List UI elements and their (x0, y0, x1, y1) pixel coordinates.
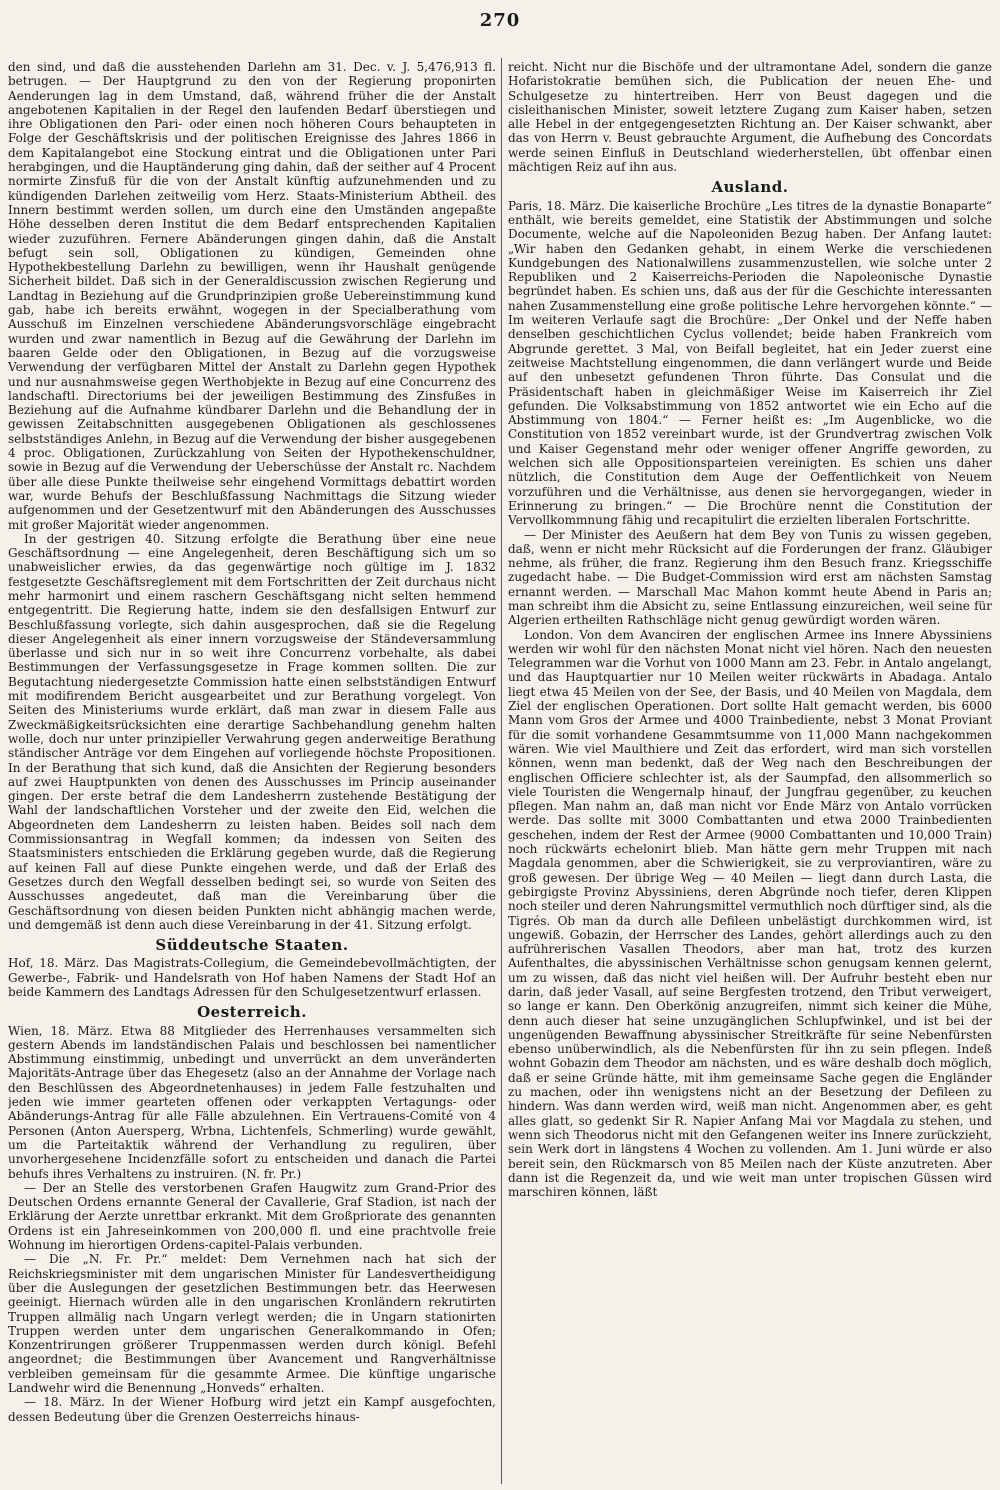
section-heading-oesterreich: Oesterreich. (197, 1003, 307, 1022)
page-number: 270 (479, 10, 521, 31)
article-paragraph: reicht. Nicht nur die Bischöfe und der ultramontane Adel, sondern die ganze Hofaristokratie bemühen sich, die Publication der neuen Ehe- und Schulgesetze zu hintertreiben. Herr von Beust dagegen und die cisleithanischen Minister, soweit letztere Zugang zum Kaiser haben, setzen alle Hebel in der entgegengesetzten Richtung an. Der Kaiser schwankt, aber das von Herrn v. Beust gebrauchte Argument, die Aufhebung des Concordats werde seinen Einfluß in Deutschland wiederherstellen, übt offenbar einen mächtigen Reiz auf ihn aus. (508, 60, 992, 175)
column-divider (501, 58, 502, 1484)
article-paragraph: Wien, 18. März. Etwa 88 Mitglieder des Herrenhauses versammelten sich gestern Abends im landständischen Palais und beschlossen bei namentlicher Abstimmung einstimmig, unbedingt und unverrückt an dem unveränderten Majoritäts-Antrage über das Ehegesetz (also an der Annahme der Vorlage nach den Beschlüssen des Abgeordnetenhauses) in jedem Falle festzuhalten und jeden wie immer gearteten offenen oder verkappten Vertagungs- oder Abänderungs-Antrag für alle Fälle abzulehnen. Ein Vertrauens-Comité von 4 Personen (Anton Auersperg, Wrbna, Lichtenfels, Schmerling) wurde gewählt, um die Parteitaktik während der Verhandlung zu reguliren, über unvorhergesehene Incidenzfälle sofort zu entscheiden und danach die Partei behufs ihres Verhaltens zu instruiren. (N. fr. Pr.) (8, 1023, 496, 1181)
left-column (8, 60, 496, 1480)
article-paragraph: — Der Minister des Aeußern hat dem Bey von Tunis zu wissen gegeben, daß, wenn er nicht mehr Rücksicht auf die Forderungen der franz. Gläubiger nehme, als früher, die franz. Regierung ihm den Besuch franz. Kriegsschiffe zugedacht habe. — Die Budget-Commission wird erst am nächsten Samstag ernannt werden. — Marschall Mac Mahon kommt heute Abend in Paris an; man schreibt ihm die Absicht zu, seine Entlassung einzureichen, weil seine für Algerien ertheilten Rathschläge nicht genug gewürdigt worden wären. (508, 527, 992, 628)
section-heading-sueddeutsche-staaten: Süddeutsche Staaten. (155, 936, 349, 955)
article-paragraph: Hof, 18. März. Das Magistrats-Collegium, die Gemeindebevollmächtigten, der Gewerbe-, Fabrik- und Handelsrath von Hof haben Namens der Stadt Hof an beide Kammern des Landtags Adressen für den Schulgesetzentwurf erlassen. (8, 956, 496, 999)
article-paragraph: Paris, 18. März. Die kaiserliche Brochüre „Les titres de la dynastie Bonaparte“ enthält, wie bereits gemeldet, eine Statistik der Abstimmungen und solche Documente, welche auf die Napoleoniden Bezug haben. Der Anfang lautet: „Wir haben den Gedanken gehabt, in einem Werke die verschiedenen Kundgebungen des Nationalwillens zusammenzustellen, wie solche unter 2 Republiken und 2 Kaiserreichs-Perioden die Napoleonische Dynastie begründet haben. Es schien uns, daß aus der für die Geschichte interessanten nahen Zusammenstellung eine große politische Lehre hervorgehen könnte.“ — Im weiteren Verlaufe sagt die Brochüre: „Der Onkel und der Neffe haben denselben geschichtlichen Cyclus vollendet; beide haben Frankreich vom Abgrunde gerettet. 3 Mal, von Beifall begleitet, hat ein Jeder zuerst eine zeitweise Machtstellung eingenommen, die dann verlängert wurde und Beide auf den unbesetzt gefundenen Thron führte. Das Consulat und die Präsidentschaft haben in gleichmäßiger Weise im Kaiserreich ihr Ziel gefunden. Die Volksabstimmung von 1852 antwortet wie ein Echo auf die Abstimmung von 1804.“ — Ferner heißt es: „Im Augenblicke, wo die Constitution von 1852 vereinbart wurde, ist der Grundvertrag zwischen Volk und Kaiser Gegenstand mehr oder weniger offener Angriffe geworden, zu welchen sich alle Oppositionsparteien vereinigten. Es schien uns daher nützlich, die Constitution dem Auge der Oeffentlichkeit von Neuem vorzuführen und die Verhältnisse, aus denen sie hervorgegangen, wieder in Erinnerung zu bringen.“ — Die Brochüre nennt die Constitution der Vervollkommnung fähig und recapitulirt die erzielten liberalen Fortschritte. (508, 198, 992, 528)
article-paragraph: — Die „N. Fr. Pr.“ meldet: Dem Vernehmen nach hat sich der Reichskriegsminister mit dem ungarischen Minister für Landesvertheidigung über die Auslegungen der gesetzlichen Bestimmungen betr. das Heerwesen geeinigt. Hiernach würden alle in den ungarischen Kronländern rekrutirten Truppen allmälig nach Ungarn verlegt werden; die in Ungarn stationirten Truppen werden unter dem ungarischen Generalkommando in Ofen; Konzentrirungen größerer Truppenmassen werden durch königl. Befehl angeordnet; die Bestimmungen über Avancement und Rangverhältnisse verbleiben gemeinsam für die gesammte Armee. Die künftige ungarische Landwehr wird die Benennung „Honveds“ erhalten. (8, 1252, 496, 1396)
right-column (508, 60, 992, 1480)
article-paragraph: London. Von dem Avanciren der englischen Armee ins Innere Abyssiniens werden wir wohl für den nächsten Monat nicht viel hören. Nach den neuesten Telegrammen war die Vorhut von 1000 Mann am 23. Febr. in Antalo angelangt, und das Hauptquartier nur 10 Meilen weiter rückwärts in Abadaga. Antalo liegt etwa 45 Meilen von der See, der Basis, und 40 Meilen von Magdala, dem Ziel der englischen Operationen. Dort sollte Halt gemacht werden, bis 6000 Mann vom Gros der Armee und 4000 Trainbediente, nebst 3 Monat Proviant für die somit vorhandene Gesammtsumme von 11,000 Mann nachgekommen wären. Wie viel Maulthiere und Zeit das erfordert, wird man sich vorstellen können, wenn man bedenkt, daß der Weg nach den Beschreibungen der englischen Officiere schlechter ist, als der Saumpfad, den allsommerlich so viele Touristen die Wengernalp hinauf, der Jungfrau gegenüber, zu keuchen pflegen. Man nahm an, daß man nicht vor Ende März von Antalo vorrücken werde. Das sollte mit 3000 Combattanten und etwa 2000 Trainbedienten geschehen, indem der Rest der Armee (9000 Combattanten und 10,000 Train) noch rückwärts echelonirt blieb. Man hätte gern mehr Truppen mit nach Magdala genommen, aber die Schwierigkeit, sie zu verproviantiren, wäre zu groß gewesen. Der übrige Weg — 40 Meilen — liegt dann durch Lasta, die gebirgigste Provinz Abyssiniens, deren Abgründe noch tiefer, deren Klippen noch steiler und deren Nahrungsmittel vermuthlich noch dürftiger sind, als die Tigrés. Ob man da durch alle Defileen unbelästigt durchkommen wird, ist ungewiß. Gobazin, der Herrscher des Landes, gehört allerdings auch zu den aufrührerischen Vasallen Theodors, aber man hat, trotz des kurzen Aufenthaltes, die abyssinischen Verhältnisse schon genugsam kennen gelernt, um zu wissen, daß das nicht viel heißen will. Der Aufruhr besteht eben nur darin, daß jeder Vasall, auf seine Bergfesten trotzend, den Tribut verweigert, so lange er kann. Den Oberkönig anzugreifen, nimmt sich keiner die Mühe, denn auch dieser hat seine unzugänglichen Schlupfwinkel, und ist bei der ungenügenden Bewaffnung abyssinischer Streitkräfte für seine Nebenfürsten ebenso unüberwindlich, als die Nebenfürsten für ihn zu sein pflegen. Indeß wohnt Gobazin dem Theodor am nächsten, und es wäre deshalb doch möglich, daß er seine Gründe hätte, mit ihm gemeinsame Sache gegen die Engländer zu machen, oder ihn wenigstens nicht an der Besetzung der Defileen zu hindern. Was dann werden wird, weiß man nicht. Angenommen aber, es geht alles glatt, so gedenkt Sir R. Napier Anfang Mai vor Magdala zu stehen, und wenn sich Theodorus nicht mit den Gefangenen weiter ins Innere zurückzieht, sein Werk dort in längstens 4 Wochen zu vollenden. Am 1. Juni würde er also bereit sein, den Rückmarsch von 85 Meilen nach der Küste anzutreten. Aber dann ist die Regenzeit da, und wie weit man unter tropischen Güssen wird marschiren können, läßt (508, 627, 992, 1200)
article-paragraph: — Der an Stelle des verstorbenen Grafen Haugwitz zum Grand-Prior des Deutschen Ordens ernannte General der Cavallerie, Graf Stadion, ist nach der Erklärung der Aerzte unrettbar erkrankt. Mit dem Großpriorate des genannten Ordens ist ein Jahreseinkommen von 200,000 fl. und eine prachtvolle freie Wohnung im hierortigen Ordens-capitel-Palais verbunden. (8, 1180, 496, 1253)
article-paragraph: den sind, und daß die ausstehenden Darlehn am 31. Dec. v. J. 5,476,913 fl. betrugen. — Der Hauptgrund zu den von der Regierung proponirten Aenderungen lag in dem Umstand, daß, während früher die der Anstalt angebotenen Kapitalien in der Regel den laufenden Bedarf überstiegen und ihre Obligationen den Pari- oder einen noch höheren Cours behaupteten in Folge der Geschäftskrisis und der politischen Ereignisse des Jahres 1866 in dem Kapitalangebot eine Stockung eintrat und die Obligationen unter Pari herabgingen, und die Hauptänderung ging dahin, daß der seither auf 4 Procent normirte Zinsfuß für die von der Anstalt künftig aufzunehmenden und zu kündigenden Darlehen zeitweilig vom Herz. Staats-Ministerium Abtheil. des Innern bestimmt werden sollen, um durch eine den Umständen angepaßte Höhe desselben deren Institut die dem Bedarf entsprechenden Kapitalien wieder zuzuführen. Fernere Abänderungen gingen dahin, daß die Anstalt befugt sein soll, Obligationen zu kündigen, Gemeinden ohne Hypothekbestellung Darlehn zu bewilligen, wenn ihr Haushalt genügende Sicherheit bildet. Daß sich in der Generaldiscussion zwischen Regierung und Landtag in Beziehung auf die Grundprinzipien große Uebereinstimmung kund gab, habe ich bereits erwähnt, wogegen in der Specialberathung vom Ausschuß im Einzelnen verschiedene Abänderungsvorschläge eingebracht wurden und zwar namentlich in Bezug auf die Gewährung der Darlehn im baaren Gelde oder den Obligationen, in Bezug auf die vorzugsweise Verwendung der verfügbaren Mittel der Anstalt zu Darlehn gegen Hypothek und nur ausnahmsweise gegen Werthobjekte in Bezug auf eine Concurrenz des landschaftl. Directoriums bei der jeweiligen Bestimmung des Zinsfußes in Beziehung auf die Aufnahme kündbarer Darlehn und die Behandlung der in gewissen Zeitabschnitten ausgegebenen Obligationen als geschlossenes selbstständiges Anlehn, in Bezug auf die Verwendung der bisher ausgegebenen 4 proc. Obligationen, Zurückzahlung von Seiten der Hypothekenschuldner, sowie in Bezug auf die Verwendung der Ueberschüsse der Anstalt rc. Nachdem über alle diese Punkte theilweise sehr eingehend Vormittags debattirt worden war, wurde Behufs der Beschlußfassung Nachmittags die Sitzung wieder aufgenommen und der Gesetzentwurf mit den Abänderungen des Ausschusses mit großer Majorität wieder angenommen. (8, 60, 496, 532)
article-paragraph: — 18. März. In der Wiener Hofburg wird jetzt ein Kampf ausgefochten, dessen Bedeutung über die Grenzen Oesterreichs hinaus- (8, 1395, 496, 1424)
section-heading-ausland: Ausland. (711, 178, 789, 197)
article-paragraph: In der gestrigen 40. Sitzung erfolgte die Berathung über eine neue Geschäftsordnung — eine Angelegenheit, deren Beschäftigung sich um so unabweislicher erwies, da das gegenwärtige noch gültige im J. 1832 festgesetzte Geschäftsreglement mit dem Fortschritten der Zeit durchaus nicht mehr harmonirt und einem raschern Geschäftsgang nicht selten hemmend entgegentritt. Die Regierung hatte, indem sie den desfallsigen Entwurf zur Beschlußfassung vorlegte, sich dahin ausgesprochen, daß sie die Regelung dieser Angelegenheit als einer innern vorzugsweise der Ständeversammlung überlasse und sich nur in so weit ihre Concurrenz vorbehalte, als dabei Bestimmungen der Verfassungsgesetze in Frage kommen sollten. Die zur Begutachtung niedergesetzte Commission hatte einen selbstständigen Entwurf mit modifirendem Bericht ausgearbeitet und zur Berathung vorgelegt. Von Seiten des Ministeriums wurde erklärt, daß man zwar in diesem Falle aus Zweckmäßigkeitsrücksichten eine derartige Sachbehandlung genehm halten wolle, doch nur unter prinzipieller Verwahrung gegen anderweitige Berathung ständischer Anträge vor dem Eingehen auf vorliegende höchste Propositionen. In der Berathung that sich kund, daß die Ansichten der Regierung besonders auf zwei Hauptpunkten von denen des Ausschusses im Princip auseinander gingen. Der erste betraf die dem Landesherrn zustehende Bestätigung der Wahl der landschaftlichen Vorsteher und der zweite den Eid, welchen die Abgeordneten dem Landesherrn zu leisten haben. Beides soll nach dem Commissionsantrag in Wegfall kommen; da indessen von Seiten des Staatsministers entschieden die Erklärung gegeben wurde, daß die Regierung auf keinen Fall auf diese Punkte eingehen werde, und daß der Erlaß des Gesetzes durch den Wegfall desselben bedingt sei, so wurde von Seiten des Ausschusses angedeutet, daß man die Vereinbarung über die Geschäftsordnung von diesen beiden Punkten nicht abhängig machen werde, und demgemäß ist denn auch diese Vereinbarung in der 41. Sitzung erfolgt. (8, 531, 496, 932)
